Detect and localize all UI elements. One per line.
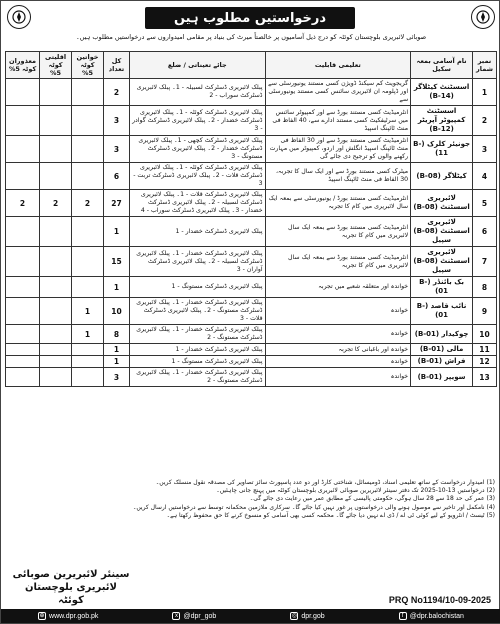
cell-women (72, 106, 104, 136)
cell-women (72, 277, 104, 298)
cell-total: 2 (104, 79, 130, 106)
footer-website-text: www.dpr.gob.pk (49, 612, 99, 620)
header-post: نام آسامی بمعہ سکیل (411, 52, 473, 79)
cell-disabled (6, 277, 40, 298)
cell-total: 3 (104, 136, 130, 163)
globe-icon: ⊕ (39, 613, 45, 619)
cell-total: 27 (104, 190, 130, 217)
intro-text: صوبائی لائبریری بلوچستان کوئٹہ کو درج ذیل آسامیوں پر خالصتاً میرٹ کی بنیاد پر مقامی امیدواروں سے درخواستیں مطلوب ہیں۔ (75, 33, 427, 41)
cell-minority (40, 277, 72, 298)
cell-disabled: 2 (6, 190, 40, 217)
cell-minority (40, 163, 72, 190)
terms-notes (7, 479, 495, 520)
cell-disabled (6, 247, 40, 277)
cell-disabled (6, 325, 40, 344)
cell-loc: پبلک لائبریری ڈسٹرکٹ خضدار - 1۔ پبلک لائبریری ڈسٹرکٹ لسبیلہ - 2۔ پبلک لائبریری ڈسٹرکٹ آواران - 3 (129, 247, 265, 277)
cell-disabled (6, 217, 40, 247)
cell-post: چوکیدار (B-01) (411, 325, 473, 344)
cell-women: 1 (72, 298, 104, 325)
cell-qual: خواندہ اور متعلقہ شعبے میں تجربہ (265, 277, 411, 298)
footer-instagram-text: dpr.gob (301, 612, 325, 620)
cell-num: 4 (473, 163, 497, 190)
page-title: درخواستیں مطلوب ہیں (145, 7, 355, 29)
cell-total: 8 (104, 325, 130, 344)
cell-total: 1 (104, 356, 130, 368)
cell-num: 10 (473, 325, 497, 344)
facebook-icon: f (399, 612, 407, 620)
cell-num: 12 (473, 356, 497, 368)
cell-loc: پبلک لائبریری ڈسٹرکٹ کوئٹہ - 1۔ پبلک لائبریری ڈسٹرکٹ خضدار - 2۔ پبلک لائبریری ڈسٹرکٹ گوادر - 3 (129, 106, 265, 136)
cell-minority (40, 325, 72, 344)
table-row (6, 163, 497, 190)
cell-total: 3 (104, 106, 130, 136)
table-row (6, 247, 497, 277)
header-qualification: تعلیمی قابلیت (265, 52, 411, 79)
jobs-table (5, 51, 497, 387)
cell-women (72, 344, 104, 356)
cell-qual: خواندہ اور باغبانی کا تجربہ (265, 344, 411, 356)
note-item: (1) امیدوار درخواست کے ساتھ تعلیمی اسناد، ڈومیسائل، شناختی کارڈ اور دو عدد پاسپورٹ سائز تصاویر کی مصدقہ نقول منسلک کریں۔ (155, 479, 495, 486)
x-icon: x (172, 612, 180, 620)
instagram-icon: ◎ (291, 613, 297, 619)
table-row (6, 106, 497, 136)
cell-loc: پبلک لائبریری ڈسٹرکٹ خضدار - 1۔ پبلک لائبریری ڈسٹرکٹ مستونگ - 2۔ پبلک لائبریری ڈسٹرکٹ قلات - 3 (129, 298, 265, 325)
cell-post: اسسٹنٹ کمپیوٹر آپریٹر (B-12) (411, 106, 473, 136)
cell-total: 1 (104, 217, 130, 247)
table-row (6, 356, 497, 368)
cell-num: 1 (473, 79, 497, 106)
cell-loc: پبلک لائبریری ڈسٹرکٹ کوئٹہ - 1۔ پبلک لائبریری ڈسٹرکٹ قلات - 2۔ پبلک لائبریری ڈسٹرکٹ تربت - 3 (129, 163, 265, 190)
footer-website[interactable] (38, 612, 98, 620)
cell-loc: پبلک لائبریری ڈسٹرکٹ خضدار - 1۔ پبلک لائبریری ڈسٹرکٹ مستونگ - 2 (129, 368, 265, 387)
cell-women (72, 79, 104, 106)
cell-num: 9 (473, 298, 497, 325)
cell-qual: میٹرک کسی مستند بورڈ سے اور ایک سال کا تجربہ، 30 الفاظ فی منٹ ٹائپنگ اسپیڈ (265, 163, 411, 190)
cell-loc: پبلک لائبریری ڈسٹرکٹ مستونگ - 1 (129, 356, 265, 368)
cell-post: سویپر (B-01) (411, 368, 473, 387)
table-row (6, 190, 497, 217)
cell-qual: خواندہ (265, 368, 411, 387)
cell-qual: خواندہ (265, 298, 411, 325)
cell-num: 6 (473, 217, 497, 247)
footer-x[interactable] (172, 612, 216, 620)
cell-women (72, 356, 104, 368)
cell-num: 7 (473, 247, 497, 277)
cell-num: 13 (473, 368, 497, 387)
cell-qual: انٹرمیڈیٹ کسی مستند بورڈ سے اور 30 الفاظ فی منٹ ٹائپنگ اسپیڈ انگلش اور اردو، کمپیوٹر میں مہارت رکھنے والوں کو ترجیح دی جائے گی (265, 136, 411, 163)
cell-loc: پبلک لائبریری ڈسٹرکٹ خضدار - 1 (129, 217, 265, 247)
cell-loc: پبلک لائبریری ڈسٹرکٹ لسبیلہ - 1۔ پبلک لائبریری ڈسٹرکٹ سوراب - 2 (129, 79, 265, 106)
cell-qual: انٹرمیڈیٹ کسی مستند بورڈ سے اور کمپیوٹر سائنس میں سرٹیفکیٹ کسی مستند ادارے سے، 40 الفاظ فی منٹ ٹائپنگ اسپیڈ (265, 106, 411, 136)
cell-disabled (6, 344, 40, 356)
cell-num: 11 (473, 344, 497, 356)
cell-minority (40, 106, 72, 136)
table-header-row (6, 52, 497, 79)
cell-loc: پبلک لائبریری ڈسٹرکٹ مستونگ - 1 (129, 277, 265, 298)
note-item: (4) نامکمل اور تاخیر سے موصول ہونے والی درخواستوں پر غور نہیں کیا جائے گا۔ سرکاری ملازمین محکمانہ توسط سے درخواستیں ارسال کریں۔ (132, 503, 495, 511)
cell-num: 2 (473, 106, 497, 136)
cell-num: 5 (473, 190, 497, 217)
footer-bar (1, 609, 500, 623)
table-row (6, 325, 497, 344)
cell-total: 10 (104, 298, 130, 325)
cell-num: 3 (473, 136, 497, 163)
header-num: نمبر شمار (473, 52, 497, 79)
cell-qual: انٹرمیڈیٹ کسی مستند بورڈ سے بمعہ ایک سال لائبریری میں کام کا تجربہ (265, 217, 411, 247)
cell-minority (40, 217, 72, 247)
signature-block (11, 568, 131, 607)
cell-num: 8 (473, 277, 497, 298)
cell-qual: انٹرمیڈیٹ کسی مستند بورڈ / یونیورسٹی سے بمعہ ایک سال لائبریری میں کام کا تجربہ (265, 190, 411, 217)
cell-loc: پبلک لائبریری ڈسٹرکٹ خضدار - 1۔ پبلک لائبریری ڈسٹرکٹ مستونگ - 2 (129, 325, 265, 344)
cell-disabled (6, 136, 40, 163)
header-location: جائے تعیناتی / ضلع (129, 52, 265, 79)
cell-disabled (6, 356, 40, 368)
cell-qual: گریجویٹ کم سیکنڈ ڈویژن کسی مستند یونیورسٹی سے اور ڈپلومہ ان لائبریری سائنس کسی مستند یونیورسٹی سے (265, 79, 411, 106)
prq-number: PRQ No1194/10-09-2025 (388, 595, 491, 605)
header-minority-quota: اقلیتی کوٹہ 5% (40, 52, 72, 79)
cell-total: 6 (104, 163, 130, 190)
note-item: (3) عمر کی حد 18 سے 28 سال ہوگی، حکومتی پالیسی کے مطابق عمر میں رعایت دی جائے گی۔ (249, 495, 495, 503)
cell-women (72, 368, 104, 387)
signature-line1: سینئر لائبریرین صوبائی (12, 569, 130, 580)
cell-women (72, 217, 104, 247)
cell-loc: پبلک لائبریری ڈسٹرکٹ قلات - 1۔ پبلک لائبریری ڈسٹرکٹ لسبیلہ - 2۔ پبلک لائبریری ڈسٹرکٹ خضدار - 3۔ پبلک لائبریری ڈسٹرکٹ سوراب - 4 (129, 190, 265, 217)
cell-minority (40, 136, 72, 163)
cell-total: 3 (104, 368, 130, 387)
cell-disabled (6, 106, 40, 136)
table-row (6, 298, 497, 325)
header (5, 5, 497, 31)
table-row (6, 79, 497, 106)
cell-minority (40, 298, 72, 325)
cell-post: بک بائنڈر (B-01) (411, 277, 473, 298)
footer-x-text: @dpr_gob (183, 612, 217, 620)
cell-women (72, 247, 104, 277)
cell-women: 1 (72, 325, 104, 344)
header-women-quota: خواتین کوٹہ 5% (72, 52, 104, 79)
table-row (6, 344, 497, 356)
cell-minority (40, 247, 72, 277)
cell-qual: خواندہ (265, 356, 411, 368)
header-total: کل تعداد (104, 52, 130, 79)
cell-disabled (6, 298, 40, 325)
cell-minority (40, 344, 72, 356)
cell-post: لائبریری اسسٹنٹ (B-08) (411, 190, 473, 217)
cell-women (72, 136, 104, 163)
government-emblem-icon (471, 5, 495, 29)
signature-line2: لائبریری بلوچستان کوئٹہ (25, 582, 117, 606)
note-item: (5) ٹیسٹ / انٹرویو کے لیے کوئی ٹی اے / ڈی اے نہیں دیا جائے گا۔ محکمہ کسی بھی آسامی کو منسوخ کرنے کا حق محفوظ رکھتا ہے۔ (166, 511, 495, 519)
government-emblem-icon (7, 5, 31, 29)
cell-minority: 2 (40, 190, 72, 217)
footer-instagram[interactable] (290, 612, 324, 620)
cell-post: فراش (B-01) (411, 356, 473, 368)
header-disabled-quota: معذوران کوٹہ 5% (6, 52, 40, 79)
cell-women: 2 (72, 190, 104, 217)
cell-total: 15 (104, 247, 130, 277)
cell-post: کیٹلاگر (B-08) (411, 163, 473, 190)
footer-facebook[interactable] (399, 612, 464, 620)
cell-minority (40, 79, 72, 106)
cell-post: جونیئر کلرک (B-11) (411, 136, 473, 163)
note-item: (2) درخواستیں 13-10-2025 تک دفتر سینئر لائبریرین صوبائی لائبریری بلوچستان کوئٹہ میں پہنچ جانی چاہئیں۔ (216, 487, 495, 495)
table-row (6, 277, 497, 298)
cell-qual: انٹرمیڈیٹ کسی مستند بورڈ سے بمعہ ایک سال لائبریری میں کام کا تجربہ (265, 247, 411, 277)
footer-facebook-text: @dpr.balochistan (409, 612, 464, 620)
cell-women (72, 163, 104, 190)
cell-disabled (6, 163, 40, 190)
cell-loc: پبلک لائبریری ڈسٹرکٹ خضدار - 1 (129, 344, 265, 356)
table-row (6, 368, 497, 387)
cell-post: لائبریری اسسٹنٹ (B-08) سپیل (411, 247, 473, 277)
cell-post: اسسٹنٹ کیٹلاگر (B-14) (411, 79, 473, 106)
cell-minority (40, 368, 72, 387)
table-row (6, 217, 497, 247)
cell-minority (40, 356, 72, 368)
cell-total: 1 (104, 277, 130, 298)
cell-disabled (6, 368, 40, 387)
cell-post: مالی (B-01) (411, 344, 473, 356)
cell-qual: خواندہ (265, 325, 411, 344)
table-row (6, 136, 497, 163)
cell-post: لائبریری اسسٹنٹ (B-08) سپیل (411, 217, 473, 247)
cell-loc: پبلک لائبریری ڈسٹرکٹ کچھی - 1۔ پبلک لائبریری ڈسٹرکٹ خضدار - 2۔ پبلک لائبریری ڈسٹرکٹ مستونگ - 3 (129, 136, 265, 163)
cell-disabled (6, 79, 40, 106)
cell-post: نائب قاصد (B-01) (411, 298, 473, 325)
cell-total: 1 (104, 344, 130, 356)
